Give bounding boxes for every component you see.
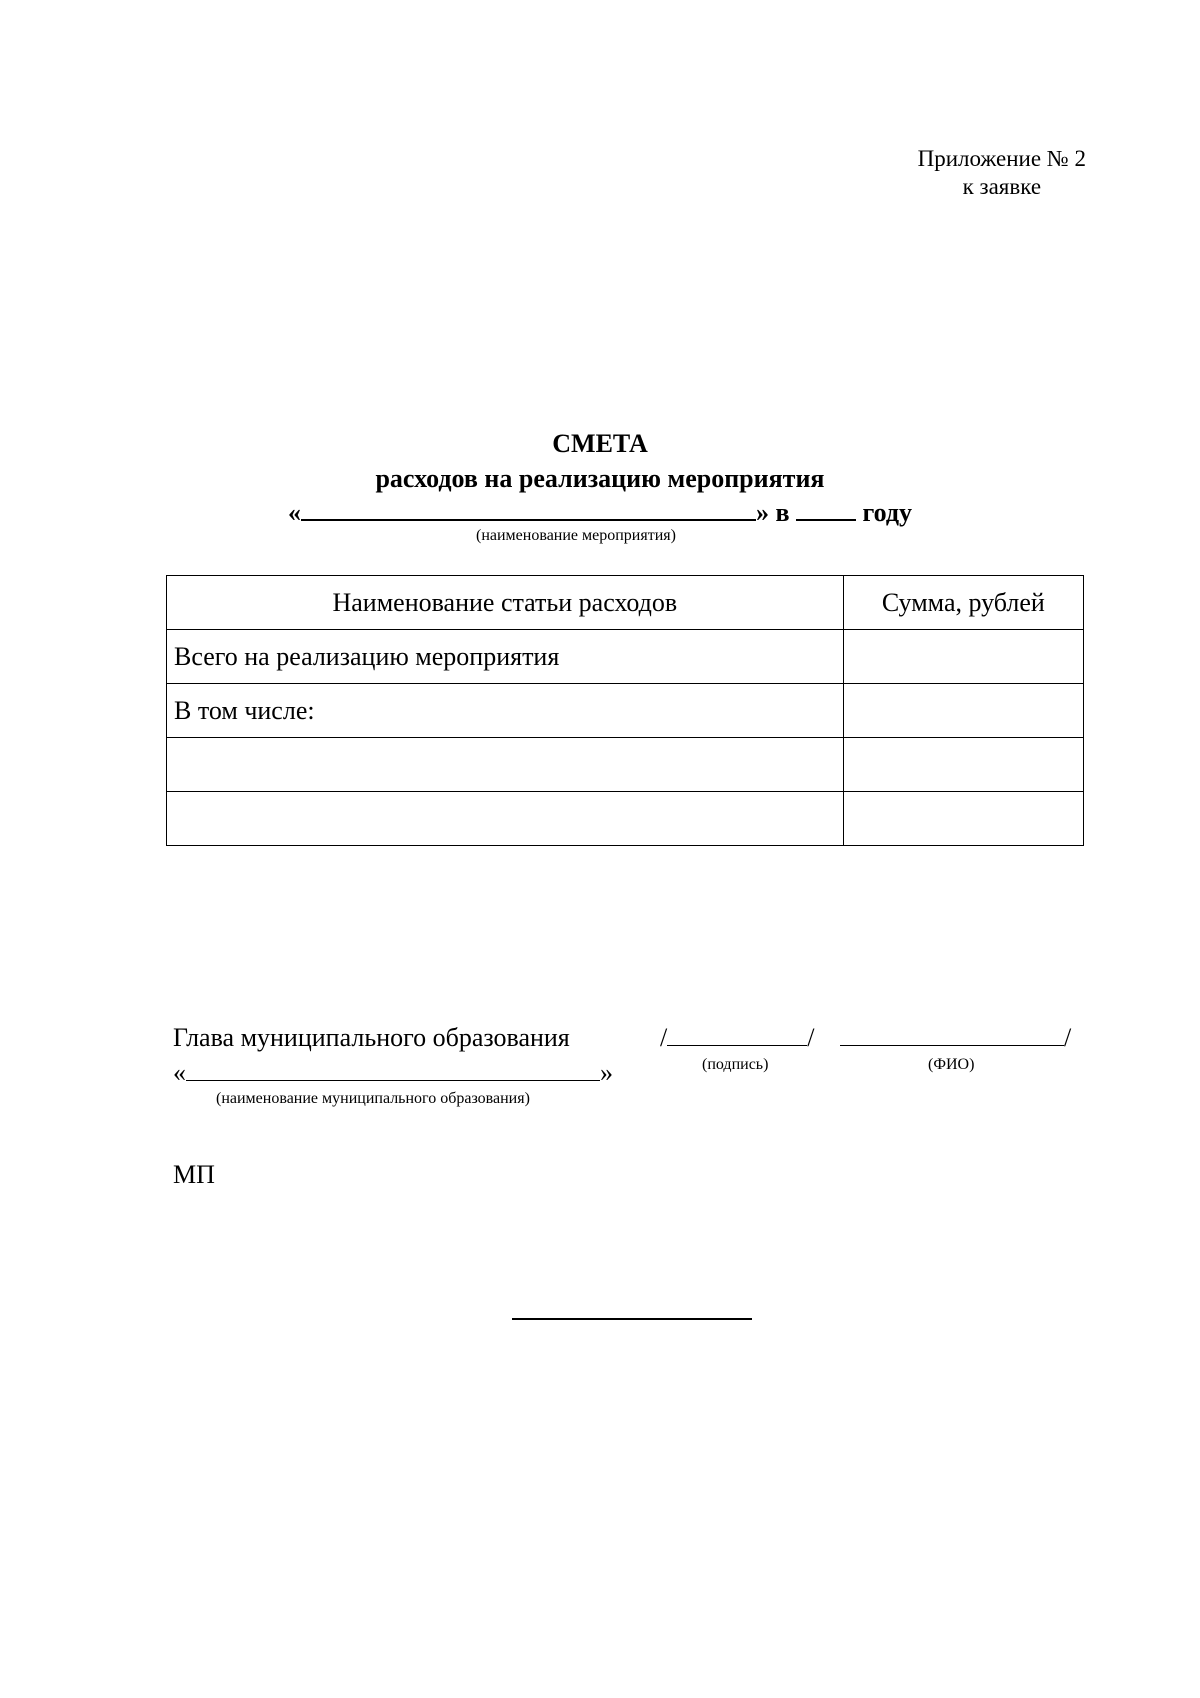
table-row	[167, 684, 1084, 738]
appendix-label	[918, 145, 1086, 201]
amount-cell[interactable]	[843, 792, 1083, 846]
column-header-amount: Сумма, рублей	[843, 576, 1083, 630]
head-position-label: Глава муниципального образования	[173, 1023, 570, 1052]
amount-cell[interactable]	[843, 684, 1083, 738]
event-quote-open: «	[287, 498, 301, 527]
signature-slash-right: /	[807, 1023, 815, 1052]
expense-item-cell: В том числе:	[167, 684, 844, 738]
table-row	[167, 792, 1084, 846]
bottom-divider	[512, 1318, 752, 1320]
event-name-field[interactable]	[301, 495, 756, 521]
expense-item-cell[interactable]	[167, 738, 844, 792]
event-name-line	[0, 495, 1200, 529]
year-field[interactable]	[796, 495, 856, 521]
fio-field-group	[840, 1023, 1071, 1053]
estimate-table	[166, 575, 1084, 846]
municipality-caption: (наименование муниципального образования)	[216, 1090, 530, 1107]
amount-cell[interactable]	[843, 630, 1083, 684]
signature-caption: (подпись)	[702, 1056, 769, 1073]
municipality-line	[173, 1058, 613, 1088]
signature-field-group	[660, 1023, 814, 1053]
document-subtitle: расходов на реализацию мероприятия	[375, 464, 825, 493]
stamp-label: МП	[173, 1160, 215, 1189]
municipality-quote-close: »	[600, 1058, 613, 1087]
signature-field[interactable]	[667, 1023, 807, 1046]
expense-item-cell[interactable]	[167, 792, 844, 846]
table-row	[167, 630, 1084, 684]
municipality-name-field[interactable]	[186, 1058, 600, 1081]
appendix-line-2: к заявке	[962, 174, 1042, 199]
year-word: году	[862, 498, 913, 527]
column-header-expense-item: Наименование статьи расходов	[167, 576, 844, 630]
fio-caption: (ФИО)	[928, 1056, 975, 1073]
municipality-quote-open: «	[173, 1058, 186, 1087]
appendix-line-1: Приложение № 2	[917, 146, 1086, 171]
event-quote-close: » в	[755, 498, 790, 527]
amount-cell[interactable]	[843, 738, 1083, 792]
table-row	[167, 738, 1084, 792]
event-name-caption: (наименование мероприятия)	[476, 527, 676, 544]
expense-item-cell: Всего на реализацию мероприятия	[167, 630, 844, 684]
fio-field[interactable]	[840, 1023, 1064, 1046]
table-header-row	[167, 576, 1084, 630]
signature-slash-left: /	[660, 1023, 668, 1052]
fio-slash: /	[1064, 1023, 1072, 1052]
document-title: СМЕТА	[552, 429, 648, 458]
